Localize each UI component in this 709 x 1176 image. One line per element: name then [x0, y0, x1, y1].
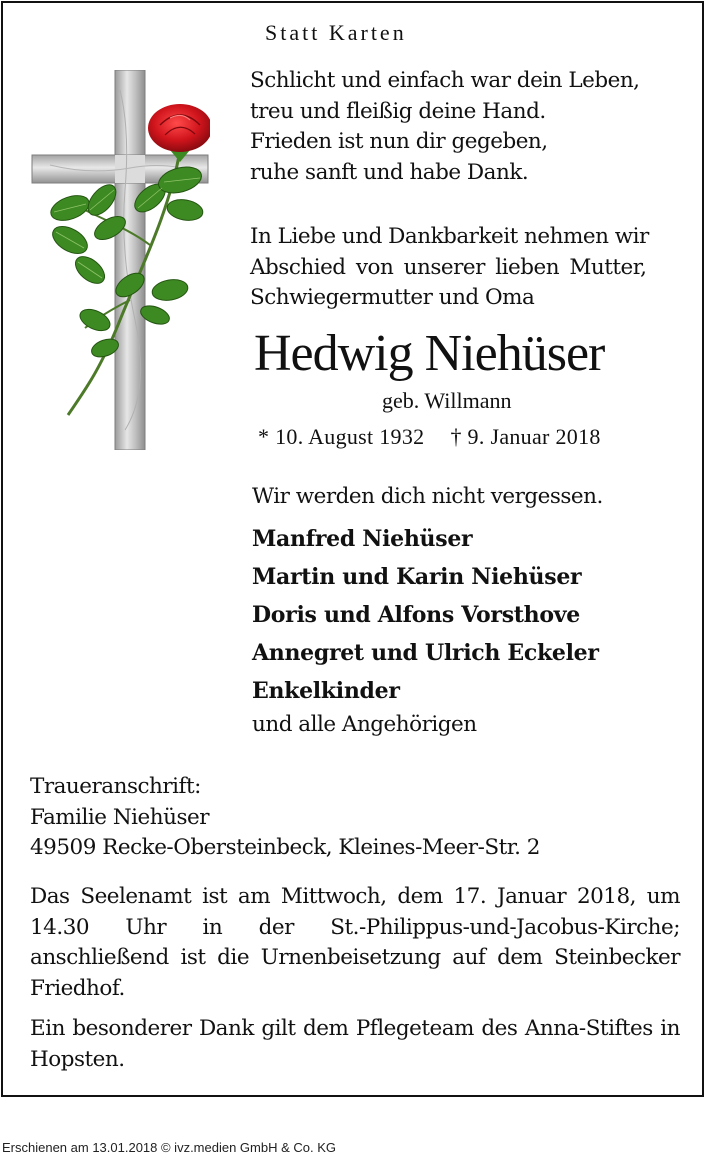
family-member: Annegret und Ulrich Eckeler: [252, 640, 599, 666]
family-member: Manfred Niehüser: [252, 526, 473, 552]
poem-line: Schlicht und einfach war dein Leben,: [250, 68, 640, 93]
address-line: Familie Niehüser: [30, 804, 209, 830]
publication-footer: Erschienen am 13.01.2018 © ivz.medien GmbH & Co. KG: [2, 1140, 337, 1155]
cross-with-rose-illustration: [30, 70, 210, 450]
death-date: † 9. Januar 2018: [450, 424, 601, 449]
cross-rose-icon: [30, 70, 210, 450]
poem-line: treu und fleißig deine Hand.: [250, 98, 546, 124]
intro-line: Schwiegermutter und Oma: [250, 285, 535, 310]
life-dates: [258, 424, 601, 450]
intro-line: In Liebe und Dankbarkeit nehmen wir: [250, 224, 649, 249]
relatives-line: und alle Angehörigen: [252, 712, 477, 737]
header-statt-karten: Statt Karten: [265, 20, 407, 45]
family-member: Enkelkinder: [252, 678, 400, 704]
birth-date: * 10. August 1932: [258, 424, 425, 449]
thanks-text: Ein besonderer Dank gilt dem Pflegeteam des Anna-Stiftes in Hopsten.: [30, 1016, 680, 1072]
intro-line: Abschied von unserer lieben Mutter,: [250, 254, 647, 280]
birth-name: geb. Willmann: [382, 388, 512, 413]
address-line: 49509 Recke-Obersteinbeck, Kleines-Meer-Str. 2: [30, 835, 540, 860]
deceased-name: Hedwig Niehüser: [254, 325, 605, 382]
family-list: [252, 520, 599, 710]
poem-line: Frieden ist nun dir gegeben,: [250, 129, 548, 154]
family-member: Doris und Alfons Vorsthove: [252, 602, 580, 628]
poem-line: ruhe sanft und habe Dank.: [250, 159, 529, 185]
farewell-line: Wir werden dich nicht vergessen.: [252, 484, 603, 509]
intro-text: [250, 222, 649, 314]
family-member: Martin und Karin Niehüser: [252, 564, 582, 590]
service-info: Das Seelenamt ist am Mittwoch, dem 17. Januar 2018, um 14.30 Uhr in der St.-Philippus-und-Jacobus-Kirche; anschließend ist die Urnenbeisetzung auf dem Steinbecker Friedhof.: [30, 884, 680, 1001]
address-line: Traueranschrift:: [30, 774, 201, 799]
poem: [250, 66, 640, 188]
mourning-address: [30, 772, 540, 864]
